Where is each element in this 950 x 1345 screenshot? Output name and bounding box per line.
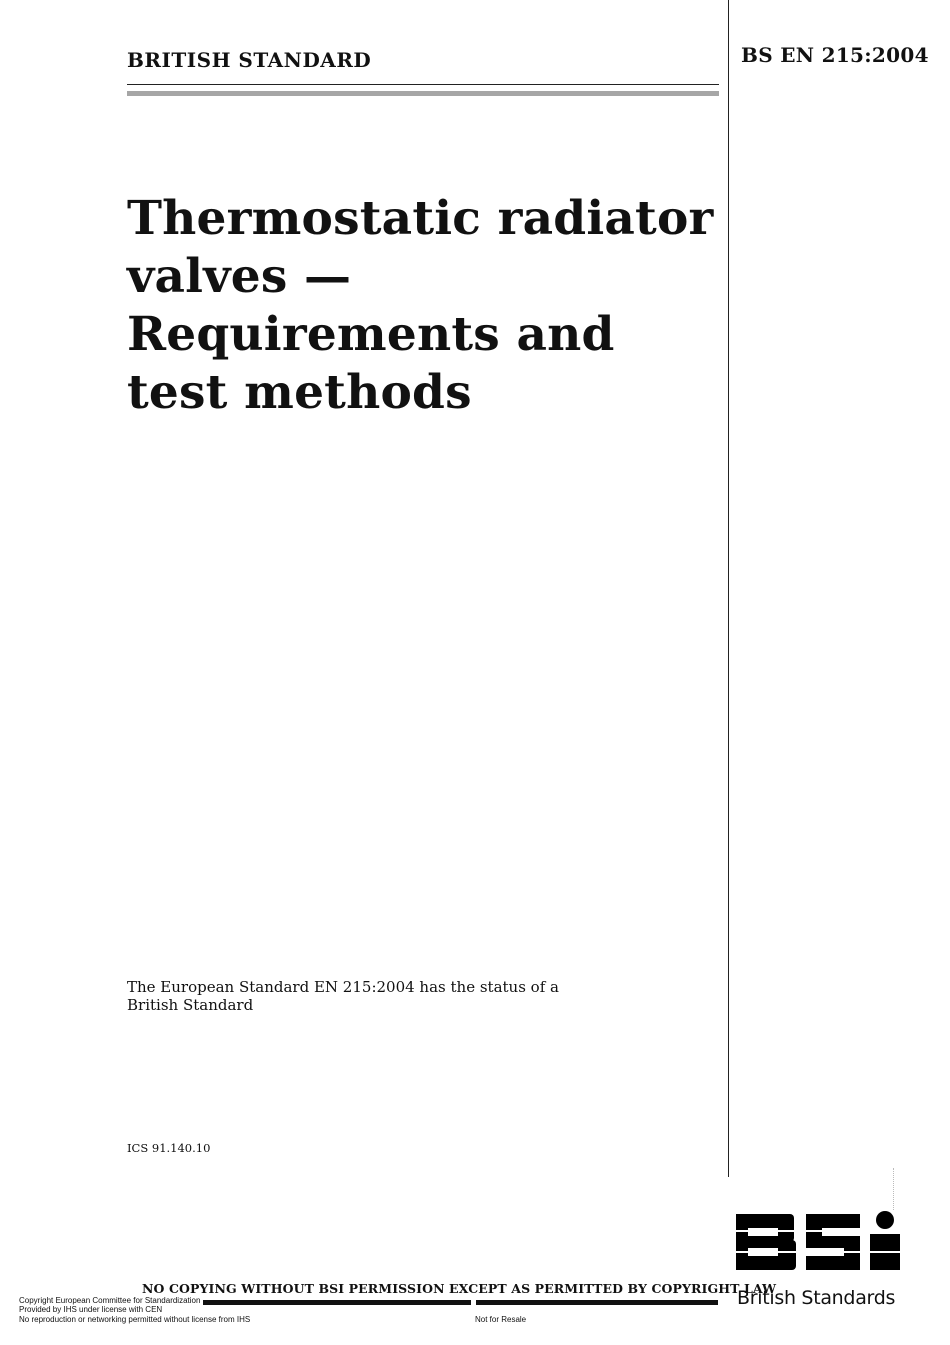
footer-rule-right	[476, 1300, 718, 1305]
status-note: The European Standard EN 215:2004 has the status of a British Standard	[127, 978, 559, 1014]
watermark-resale: Not for Resale	[475, 1315, 527, 1324]
watermark-license: Provided by IHS under license with CEN	[19, 1305, 163, 1314]
watermark-copyright: Copyright European Committee for Standardization	[19, 1296, 201, 1305]
copyright-notice: NO COPYING WITHOUT BSI PERMISSION EXCEPT AS PERMITTED BY COPYRIGHT LAW	[142, 1281, 777, 1296]
watermark-restriction: No reproduction or networking permitted without license from IHS	[19, 1315, 251, 1324]
series-label: BRITISH STANDARD	[127, 48, 372, 72]
footer-rule-left	[203, 1300, 471, 1305]
bsi-logo	[736, 1210, 904, 1274]
header-divider-thick	[127, 91, 719, 96]
ics-code: ICS 91.140.10	[127, 1141, 211, 1155]
publisher-name: British Standards	[737, 1287, 896, 1309]
document-title: Thermostatic radiator valves — Requirements and test methods	[127, 191, 714, 420]
vertical-divider	[728, 0, 729, 1177]
dotted-marker	[893, 1168, 896, 1210]
document-number: BS EN 215:2004	[741, 43, 929, 67]
header-divider-thin	[127, 84, 719, 85]
